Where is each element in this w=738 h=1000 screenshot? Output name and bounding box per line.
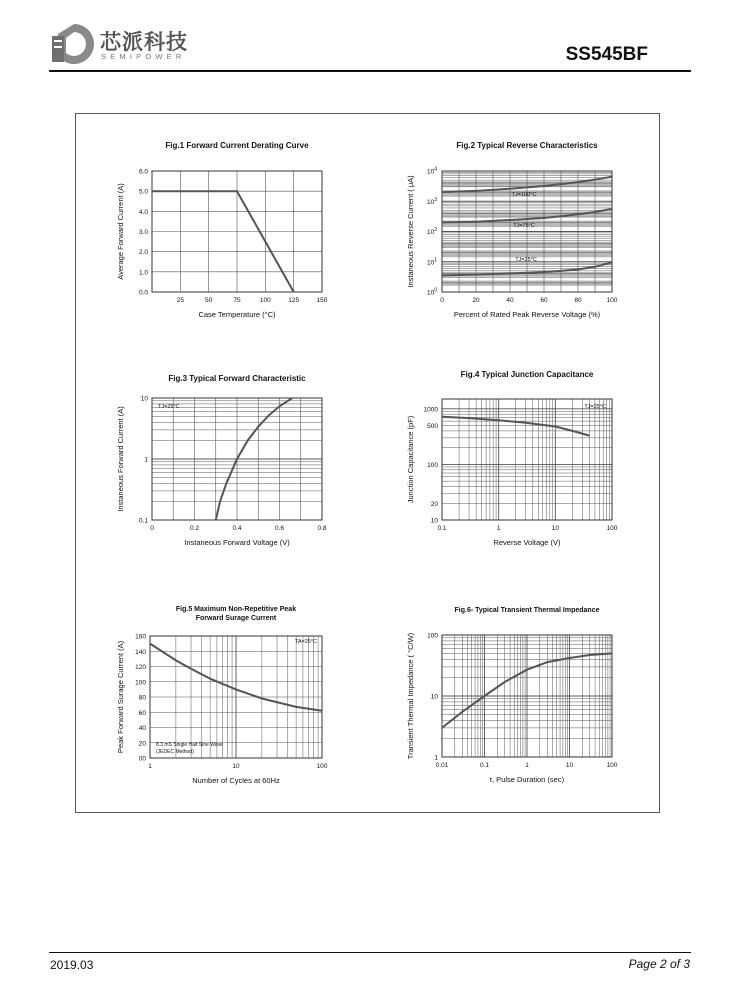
- x-tick-label: 100: [259, 297, 271, 304]
- condition-label: TJ=25°C: [584, 404, 606, 410]
- y-tick-exp: 1: [434, 257, 437, 264]
- y-tick-label: 2.0: [138, 249, 148, 257]
- y-tick-base: 10: [426, 289, 435, 297]
- y-tick-label: 10: [430, 693, 438, 701]
- x-tick-label: 125: [288, 297, 300, 304]
- footer-page: Page 2 of 3: [628, 957, 690, 971]
- x-tick-label: 100: [606, 297, 618, 304]
- y-tick-label: 4.0: [138, 208, 148, 216]
- y-tick-exp: 3: [434, 196, 437, 203]
- y-axis-label: Peak Forward Surage Current (A): [116, 640, 125, 754]
- y-tick-label: 1: [434, 754, 438, 762]
- y-tick-label: 0.0: [138, 289, 148, 297]
- x-tick-label: 0.1: [479, 762, 490, 769]
- y-axis-label: Instaneous Forward Current (A): [116, 406, 125, 512]
- y-tick-label: 0.1: [138, 517, 148, 525]
- footer-rule: [49, 952, 691, 953]
- series-label: TJ=25°C: [515, 257, 537, 263]
- y-tick-label: 500: [427, 423, 438, 431]
- y-tick-label: 100: [427, 632, 438, 640]
- y-tick-label: 5.0: [138, 188, 148, 196]
- fig6-thermal-chart: [400, 600, 640, 792]
- series-label: TJ=100°C: [511, 192, 537, 198]
- chart-title: Forward Surage Current: [195, 615, 277, 622]
- y-tick-label: 140: [135, 648, 146, 656]
- y-tick-base: 10: [426, 198, 435, 206]
- y-tick-label: 20: [430, 500, 438, 508]
- y-tick-label: 40: [138, 725, 146, 732]
- x-axis-label: t, Pulse Duration (sec): [489, 775, 565, 784]
- y-tick-base: 10: [426, 229, 435, 236]
- y-tick-label: 1: [144, 456, 148, 464]
- x-tick-label: 0.2: [189, 525, 200, 532]
- x-tick-label: 60: [540, 297, 548, 304]
- x-axis-label: Instaneous Forward Voltage (V): [184, 538, 290, 547]
- y-tick-label: 10: [140, 395, 148, 403]
- header-rule: [49, 70, 691, 72]
- fig4-capacitance-chart: [400, 365, 640, 557]
- x-tick-label: 10: [565, 762, 574, 769]
- fig3-forward-chart: [110, 368, 360, 558]
- x-tick-label: 100: [606, 525, 618, 532]
- fig5-surge-chart: [110, 600, 360, 792]
- x-tick-label: 25: [176, 297, 184, 304]
- chart-title: Fig.3 Typical Forward Characteristic: [168, 374, 306, 383]
- series-label: TJ=75°C: [513, 223, 535, 229]
- x-axis-label: Number of Cycles at 60Hz: [192, 776, 280, 785]
- company-name-cn: 芯派科技: [100, 30, 188, 54]
- fig1-derating-chart: [110, 135, 360, 330]
- y-tick-label: 3.0: [138, 229, 148, 236]
- series-line: [152, 191, 294, 292]
- x-tick-label: 0.1: [437, 525, 447, 532]
- y-tick-exp: 4: [434, 166, 437, 173]
- y-tick-label: [427, 257, 437, 266]
- method-note: (JEDEC Method): [156, 749, 194, 755]
- x-tick-label: 1: [496, 525, 501, 532]
- y-axis-label: Instaneous Reverse Current ( μA): [406, 175, 415, 288]
- x-tick-label: 100: [606, 762, 618, 769]
- x-tick-label: 50: [205, 297, 213, 304]
- chart-title: Fig.2 Typical Reverse Characteristics: [456, 141, 598, 150]
- x-tick-label: 0.4: [232, 525, 242, 532]
- y-tick-label: 10: [430, 517, 438, 525]
- y-tick-exp: 0: [434, 287, 437, 294]
- x-tick-label: 10: [232, 763, 240, 770]
- condition-label: TJ=25°C: [158, 404, 180, 410]
- x-tick-label: 75: [233, 297, 241, 304]
- x-tick-label: 0: [440, 297, 444, 304]
- x-axis-label: Case Temperature (°C): [198, 310, 276, 319]
- x-tick-label: 100: [316, 763, 328, 770]
- y-tick-label: [427, 197, 437, 206]
- y-tick-label: [427, 167, 437, 176]
- footer-date: 2019.03: [50, 958, 94, 972]
- y-tick-label: 100: [135, 679, 146, 687]
- x-axis-label: Percent of Rated Peak Reverse Voltage (%): [453, 310, 601, 319]
- company-name-en: SEMIPOWER: [101, 52, 186, 61]
- part-number: SS545BF: [565, 44, 648, 65]
- x-tick-label: 1: [525, 762, 529, 769]
- x-tick-label: 10: [551, 525, 559, 532]
- y-axis-label: Average Forward Current (A): [116, 183, 125, 280]
- condition-label: TA=25°C: [294, 639, 317, 645]
- y-tick-label: 60: [138, 709, 146, 717]
- y-tick-label: [427, 227, 437, 236]
- chart-title: Fig.5 Maximum Non-Repetitive Peak: [175, 606, 297, 613]
- x-axis-label: Reverse Voltage (V): [493, 538, 561, 547]
- fig2-reverse-chart: [400, 135, 640, 330]
- y-tick-label: 80: [138, 694, 146, 702]
- x-tick-label: 40: [506, 297, 514, 304]
- y-axis-label: Transient Thermal Impedance ( °C/W): [406, 632, 415, 760]
- x-tick-label: 0.8: [317, 525, 327, 532]
- chart-title: Fig.6- Typical Transient Thermal Impedance: [454, 607, 600, 614]
- x-tick-label: 0.6: [274, 525, 285, 532]
- x-tick-label: 150: [316, 297, 328, 304]
- x-tick-label: 80: [574, 297, 582, 304]
- y-tick-base: 10: [426, 259, 435, 267]
- y-tick-label: 1.0: [138, 269, 148, 277]
- x-tick-label: 0.01: [435, 762, 449, 769]
- x-tick-label: 0: [150, 525, 154, 532]
- y-tick-exp: 2: [434, 227, 437, 233]
- x-tick-label: 20: [472, 297, 480, 304]
- y-tick-label: 120: [135, 664, 146, 671]
- x-tick-label: 1: [148, 763, 152, 770]
- y-tick-label: 20: [138, 740, 146, 748]
- y-tick-label: 6.0: [138, 168, 148, 176]
- chart-title: Fig.1 Forward Current Derating Curve: [165, 141, 309, 150]
- method-note: 8.3 mS Single Half Sine Wave: [156, 742, 223, 748]
- y-tick-label: 00: [138, 755, 146, 763]
- y-tick-label: 1000: [423, 406, 438, 414]
- chart-title: Fig.4 Typical Junction Capacitance: [460, 370, 594, 379]
- y-tick-label: [427, 288, 437, 297]
- y-tick-label: 160: [135, 633, 146, 641]
- y-axis-label: Junction Capacitance (pF): [406, 415, 415, 504]
- y-tick-base: 10: [426, 168, 435, 176]
- y-tick-label: 100: [427, 461, 438, 469]
